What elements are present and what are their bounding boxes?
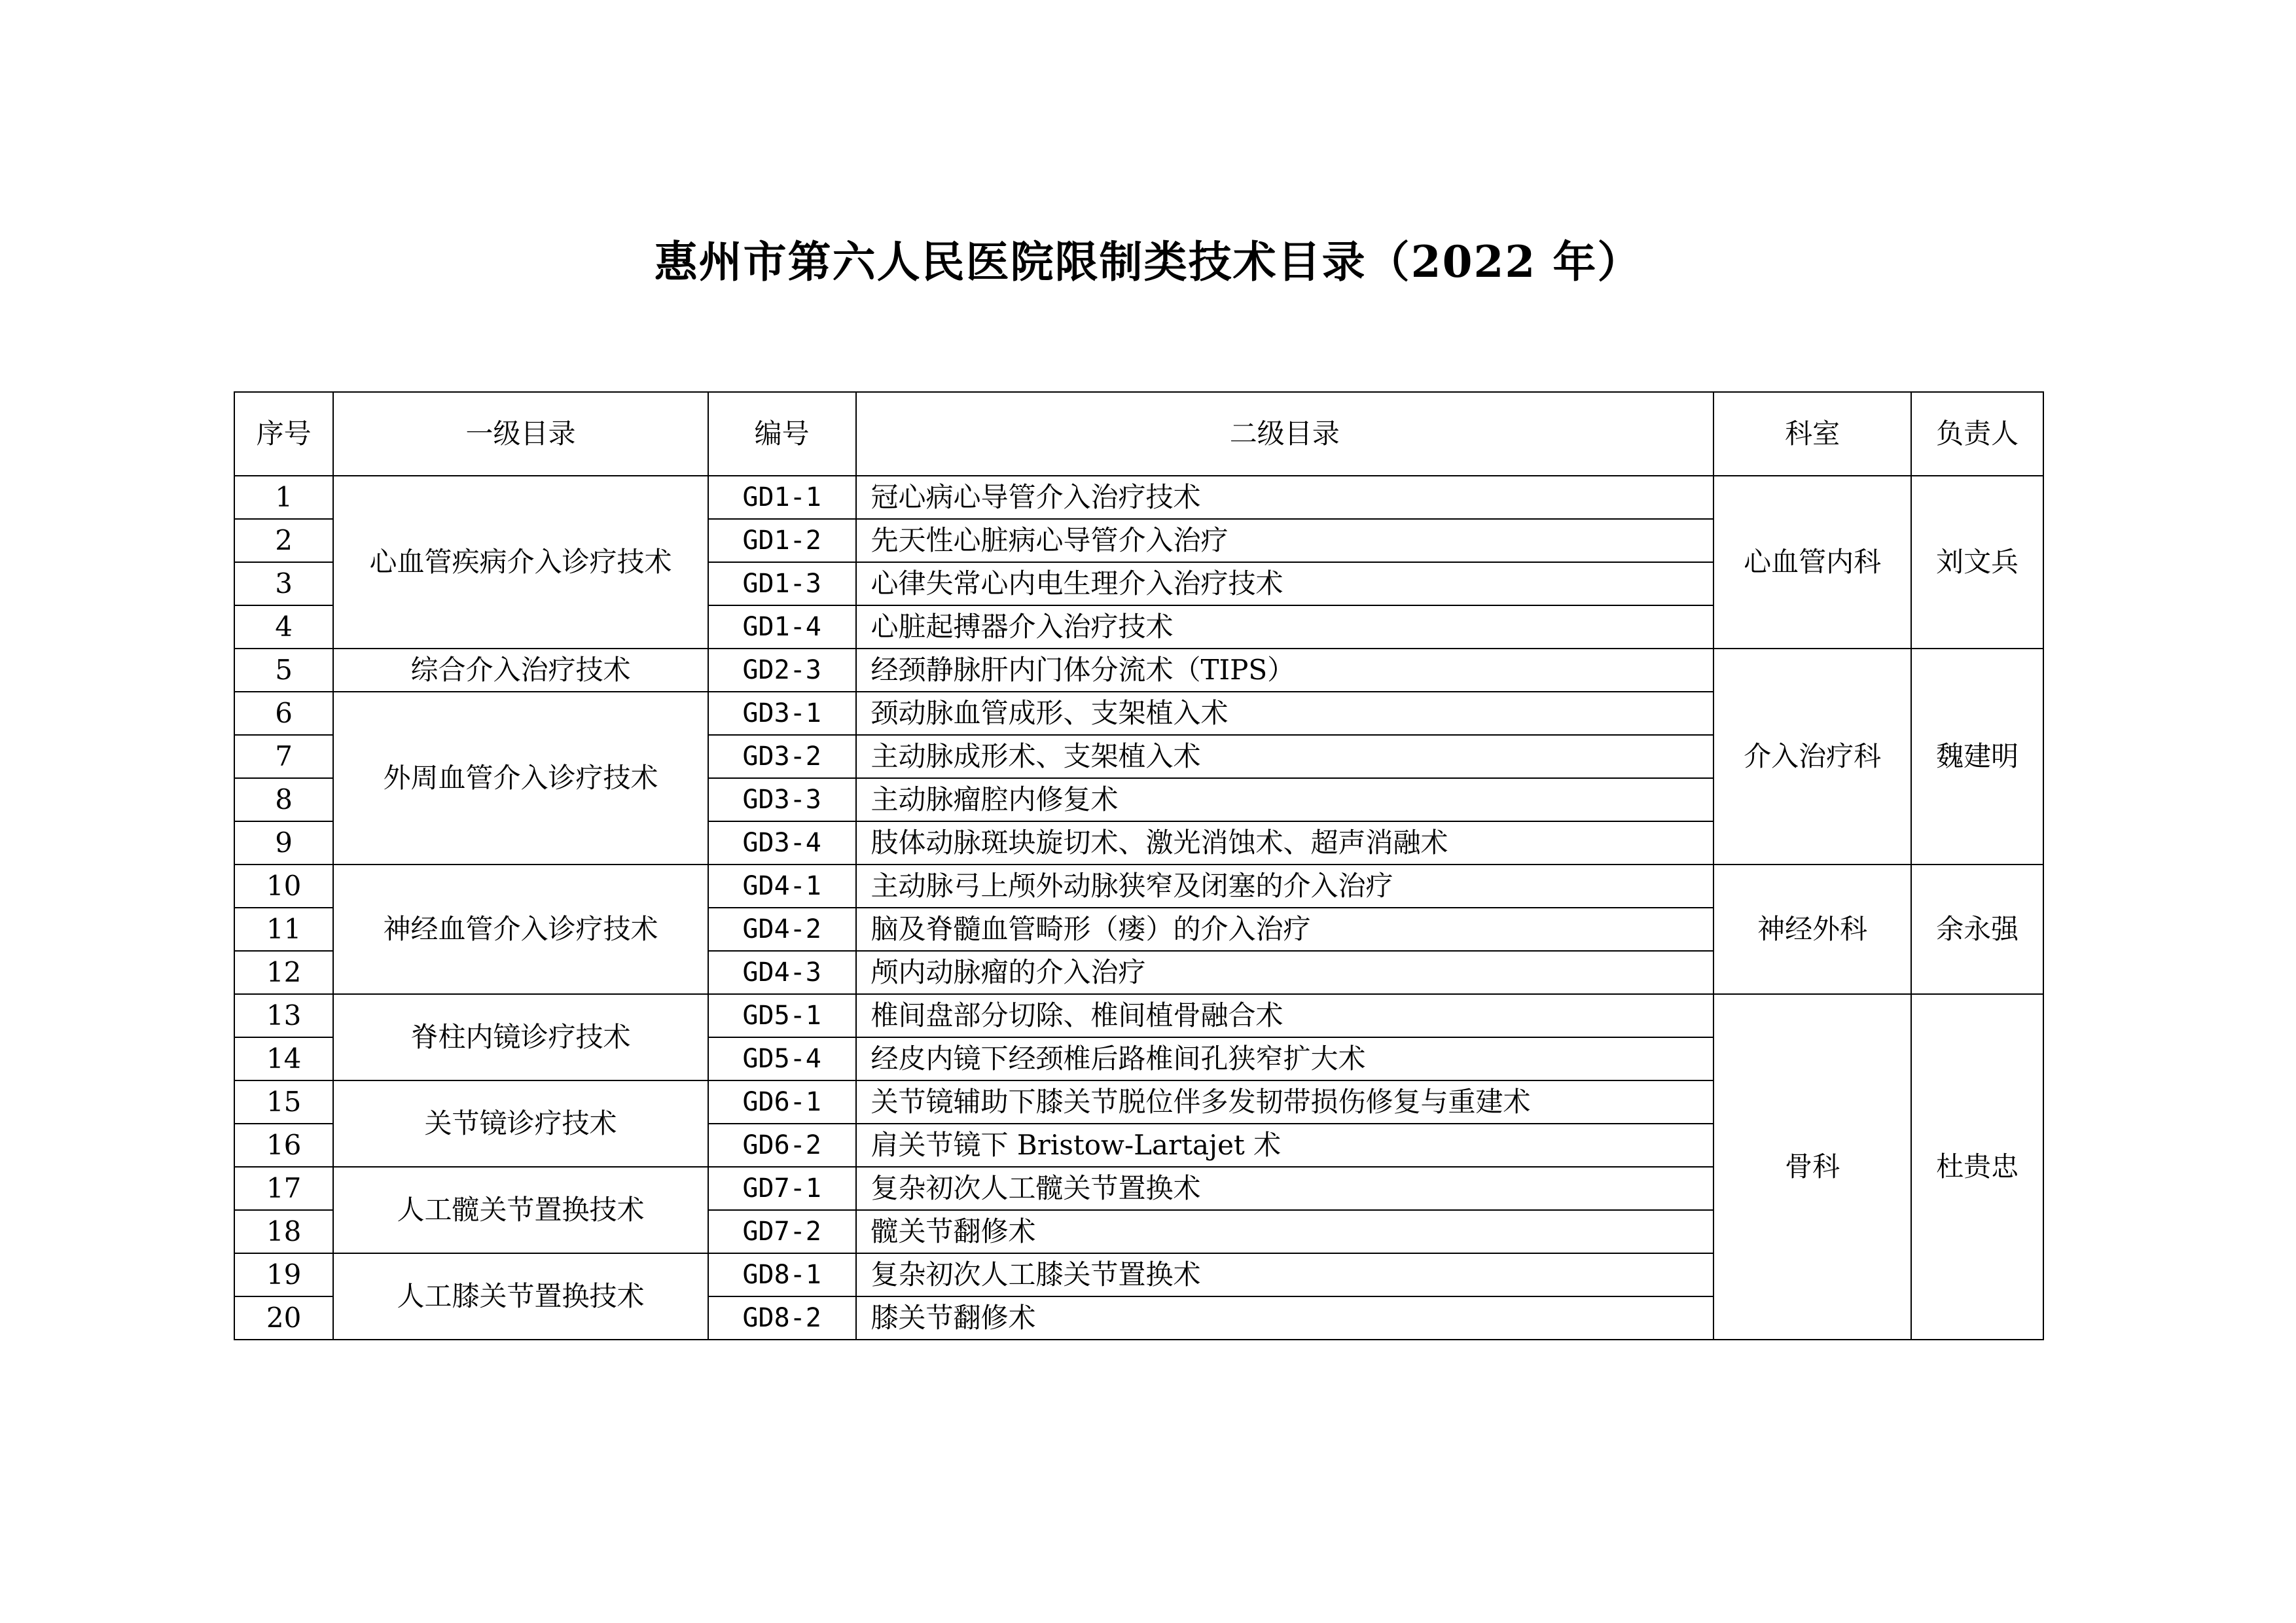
code-cell: GD7-2 [708, 1210, 856, 1253]
first-level-cell: 综合介入治疗技术 [333, 649, 708, 692]
seq-cell: 6 [234, 692, 333, 735]
first-level-cell: 脊柱内镜诊疗技术 [333, 994, 708, 1080]
code-cell: GD5-4 [708, 1037, 856, 1080]
second-level-cell: 脑及脊髓血管畸形（瘘）的介入治疗 [856, 908, 1713, 951]
department-cell: 骨科 [1713, 994, 1911, 1340]
first-level-cell: 外周血管介入诊疗技术 [333, 692, 708, 865]
first-level-cell: 心血管疾病介入诊疗技术 [333, 476, 708, 649]
second-level-cell: 主动脉弓上颅外动脉狭窄及闭塞的介入治疗 [856, 865, 1713, 908]
first-level-cell: 人工膝关节置换技术 [333, 1253, 708, 1340]
second-level-cell: 复杂初次人工髋关节置换术 [856, 1167, 1713, 1210]
seq-cell: 17 [234, 1167, 333, 1210]
seq-cell: 12 [234, 951, 333, 994]
owner-cell: 余永强 [1911, 865, 2043, 994]
header-first-level: 一级目录 [333, 392, 708, 476]
seq-cell: 5 [234, 649, 333, 692]
code-cell: GD2-3 [708, 649, 856, 692]
seq-cell: 20 [234, 1296, 333, 1340]
table-row [234, 865, 2043, 908]
code-cell: GD3-1 [708, 692, 856, 735]
seq-cell: 14 [234, 1037, 333, 1080]
second-level-cell: 肩关节镜下 Bristow-Lartajet 术 [856, 1124, 1713, 1167]
second-level-cell: 膝关节翻修术 [856, 1296, 1713, 1340]
second-level-cell: 冠心病心导管介入治疗技术 [856, 476, 1713, 519]
code-cell: GD1-2 [708, 519, 856, 562]
code-cell: GD1-4 [708, 605, 856, 649]
seq-cell: 3 [234, 562, 333, 605]
seq-cell: 4 [234, 605, 333, 649]
second-level-cell: 复杂初次人工膝关节置换术 [856, 1253, 1713, 1296]
seq-cell: 9 [234, 821, 333, 865]
department-cell: 心血管内科 [1713, 476, 1911, 649]
code-cell: GD3-4 [708, 821, 856, 865]
code-cell: GD3-2 [708, 735, 856, 778]
code-cell: GD5-1 [708, 994, 856, 1037]
table-row [234, 649, 2043, 692]
seq-cell: 1 [234, 476, 333, 519]
code-cell: GD4-3 [708, 951, 856, 994]
seq-cell: 15 [234, 1080, 333, 1124]
code-cell: GD3-3 [708, 778, 856, 821]
technology-catalog-table [234, 391, 2044, 1340]
seq-cell: 11 [234, 908, 333, 951]
document-title: 惠州市第六人民医院限制类技术目录（2022 年） [654, 236, 1642, 287]
code-cell: GD4-2 [708, 908, 856, 951]
first-level-cell: 神经血管介入诊疗技术 [333, 865, 708, 994]
seq-cell: 8 [234, 778, 333, 821]
second-level-cell: 颈动脉血管成形、支架植入术 [856, 692, 1713, 735]
header-department: 科室 [1713, 392, 1911, 476]
code-cell: GD8-1 [708, 1253, 856, 1296]
first-level-cell: 人工髋关节置换技术 [333, 1167, 708, 1253]
second-level-cell: 主动脉瘤腔内修复术 [856, 778, 1713, 821]
code-cell: GD8-2 [708, 1296, 856, 1340]
seq-cell: 7 [234, 735, 333, 778]
code-cell: GD1-1 [708, 476, 856, 519]
seq-cell: 2 [234, 519, 333, 562]
second-level-cell: 经颈静脉肝内门体分流术（TIPS） [856, 649, 1713, 692]
code-cell: GD4-1 [708, 865, 856, 908]
second-level-cell: 髋关节翻修术 [856, 1210, 1713, 1253]
second-level-cell: 心律失常心内电生理介入治疗技术 [856, 562, 1713, 605]
header-second-level: 二级目录 [856, 392, 1713, 476]
header-seq: 序号 [234, 392, 333, 476]
seq-cell: 13 [234, 994, 333, 1037]
department-cell: 神经外科 [1713, 865, 1911, 994]
second-level-cell: 主动脉成形术、支架植入术 [856, 735, 1713, 778]
owner-cell: 杜贵忠 [1911, 994, 2043, 1340]
seq-cell: 19 [234, 1253, 333, 1296]
second-level-cell: 经皮内镜下经颈椎后路椎间孔狭窄扩大术 [856, 1037, 1713, 1080]
header-owner: 负责人 [1911, 392, 2043, 476]
seq-cell: 16 [234, 1124, 333, 1167]
second-level-cell: 心脏起搏器介入治疗技术 [856, 605, 1713, 649]
header-code: 编号 [708, 392, 856, 476]
second-level-cell: 关节镜辅助下膝关节脱位伴多发韧带损伤修复与重建术 [856, 1080, 1713, 1124]
code-cell: GD1-3 [708, 562, 856, 605]
seq-cell: 18 [234, 1210, 333, 1253]
second-level-cell: 先天性心脏病心导管介入治疗 [856, 519, 1713, 562]
first-level-cell: 关节镜诊疗技术 [333, 1080, 708, 1167]
second-level-cell: 椎间盘部分切除、椎间植骨融合术 [856, 994, 1713, 1037]
second-level-cell: 肢体动脉斑块旋切术、激光消蚀术、超声消融术 [856, 821, 1713, 865]
table-header-row [234, 392, 2043, 476]
table-row [234, 476, 2043, 519]
owner-cell: 刘文兵 [1911, 476, 2043, 649]
code-cell: GD7-1 [708, 1167, 856, 1210]
seq-cell: 10 [234, 865, 333, 908]
table-row [234, 994, 2043, 1037]
second-level-cell: 颅内动脉瘤的介入治疗 [856, 951, 1713, 994]
code-cell: GD6-2 [708, 1124, 856, 1167]
owner-cell: 魏建明 [1911, 649, 2043, 865]
code-cell: GD6-1 [708, 1080, 856, 1124]
department-cell: 介入治疗科 [1713, 649, 1911, 865]
